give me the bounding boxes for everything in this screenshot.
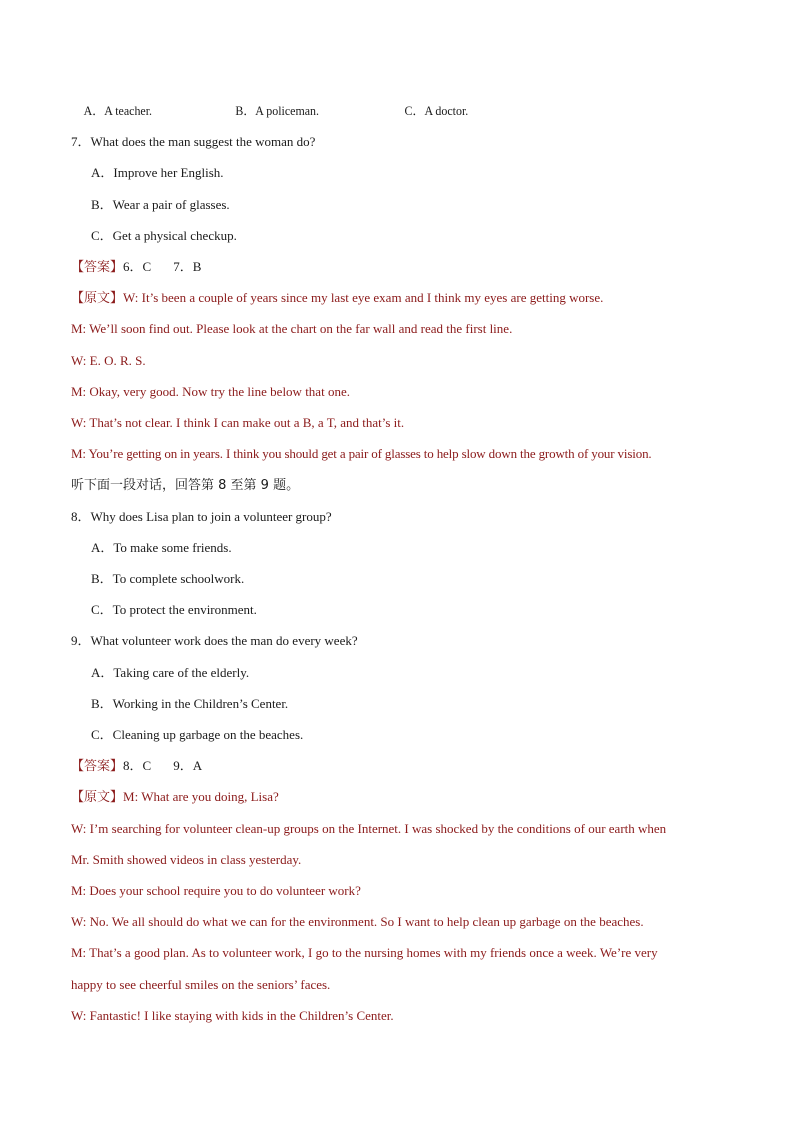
q6-option-b: B．A policeman. — [235, 103, 320, 118]
transcript-1-line-5: M: You’re getting on in years. I think you should get a pair of glasses to help slow down the growth of your vision. — [71, 446, 652, 461]
answer-tag: 【答案】 — [71, 260, 124, 275]
q9-question: 9．What volunteer work does the man do every week? — [71, 633, 358, 648]
transcript-2-line-4: W: No. We all should do what we can for the environment. So I want to help clean up garbage on the beaches. — [71, 914, 644, 929]
transcript-2-line-2: Mr. Smith showed videos in class yesterday. — [71, 852, 302, 867]
transcript-2-line-3: M: Does your school require you to do volunteer work? — [71, 883, 361, 898]
q7-option-c: C．Get a physical checkup. — [91, 228, 237, 243]
answer-line-1 — [71, 259, 201, 276]
answer-tag: 【答案】 — [71, 759, 124, 774]
q7-option-b: B．Wear a pair of glasses. — [91, 197, 230, 212]
q6-option-c: C．A doctor. — [404, 103, 469, 118]
q7-option-a: A．Improve her English. — [91, 165, 224, 180]
transcript-text: M: What are you doing, Lisa? — [123, 789, 279, 804]
q6-option-a: A．A teacher. — [83, 103, 153, 118]
q7-question: 7．What does the man suggest the woman do? — [71, 134, 316, 149]
answer-8: 8．C — [123, 758, 152, 773]
transcript-1-line-1: M: We’ll soon find out. Please look at the chart on the far wall and read the first line. — [71, 321, 513, 336]
section-instruction: 听下面一段对话，回答第 8 至第 9 题。 — [71, 478, 300, 493]
transcript-tag: 【原文】 — [71, 790, 124, 805]
q8-option-b: B．To complete schoolwork. — [91, 571, 245, 586]
answer-6: 6．C — [123, 259, 152, 274]
answer-9: 9．A — [173, 758, 203, 773]
q9-option-c: C．Cleaning up garbage on the beaches. — [91, 727, 304, 742]
transcript-text: W: It’s been a couple of years since my last eye exam and I think my eyes are getting worse. — [123, 290, 604, 305]
transcript-2-line-5: M: That’s a good plan. As to volunteer work, I go to the nursing homes with my friends once a week. We’re very — [71, 945, 658, 960]
answer-7: 7．B — [173, 259, 202, 274]
transcript-2-line-0 — [71, 789, 279, 806]
transcript-1-line-3: M: Okay, very good. Now try the line below that one. — [71, 384, 350, 399]
transcript-2-line-7: W: Fantastic! I like staying with kids in the Children’s Center. — [71, 1008, 394, 1023]
transcript-1-line-2: W: E. O. R. S. — [71, 353, 146, 368]
transcript-1-line-0 — [71, 290, 603, 307]
transcript-2-line-1: W: I’m searching for volunteer clean-up groups on the Internet. I was shocked by the conditions of our earth when — [71, 821, 667, 836]
q9-option-a: A．Taking care of the elderly. — [91, 665, 250, 680]
q8-question: 8．Why does Lisa plan to join a volunteer group? — [71, 509, 332, 524]
answer-line-2 — [71, 758, 202, 775]
q8-option-c: C．To protect the environment. — [91, 602, 257, 617]
transcript-1-line-4: W: That’s not clear. I think I can make out a B, a T, and that’s it. — [71, 415, 405, 430]
transcript-tag: 【原文】 — [71, 291, 124, 306]
q9-option-b: B．Working in the Children’s Center. — [91, 696, 289, 711]
transcript-2-line-6: happy to see cheerful smiles on the seniors’ faces. — [71, 977, 331, 992]
q8-option-a: A．To make some friends. — [91, 540, 232, 555]
